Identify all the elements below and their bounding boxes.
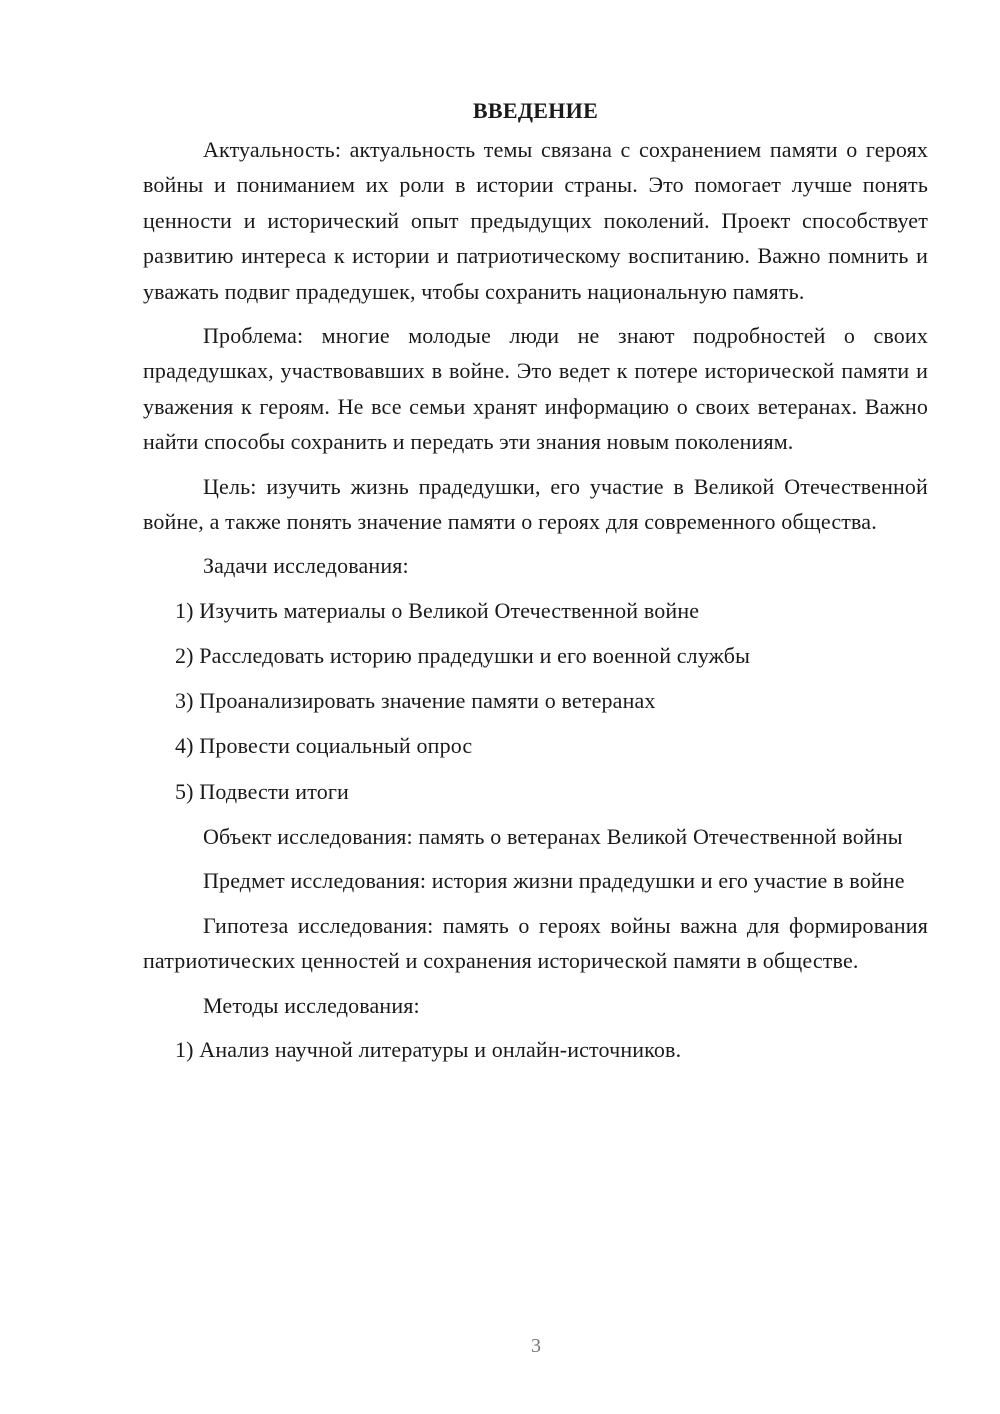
goal-paragraph: Цель: изучить жизнь прадедушки, его участие в Великой Отечественной войне, а также понять значение памяти о героях для современного общества. (143, 473, 928, 535)
list-item: 5) Подвести итоги (175, 778, 349, 804)
methods-heading: Методы исследования: (203, 992, 420, 1018)
list-item: 1) Анализ научной литературы и онлайн-источников. (175, 1036, 682, 1062)
page-number: 3 (531, 1335, 541, 1357)
document-page (143, 96, 928, 1077)
section-title: ВВЕДЕНИЕ (472, 98, 599, 123)
problem-paragraph: Проблема: многие молодые люди не знают подробностей о своих прадедушках, участвовавших в войне. Это ведет к потере исторической памяти и уважения к героям. Не все семьи хранят информацию о своих ветеранах. Важно найти способы сохранить и передать эти знания новым поколениям. (143, 323, 928, 455)
list-item: 1) Изучить материалы о Великой Отечественной войне (175, 597, 700, 623)
tasks-list (143, 593, 928, 809)
tasks-heading: Задачи исследования: (203, 553, 409, 579)
relevance-paragraph: Актуальность: актуальность темы связана с сохранением памяти о героях войны и пониманием их роли в истории страны. Это помогает лучше понять ценности и исторический опыт предыдущих поколений. Проект способствует развитию интереса к истории и патриотическому воспитанию. Важно помнить и уважать подвиг прадедушек, чтобы сохранить национальную память. (143, 137, 928, 304)
list-item: 3) Проанализировать значение памяти о ветеранах (175, 688, 656, 714)
object-paragraph: Объект исследования: память о ветеранах Великой Отечественной войны (203, 823, 903, 849)
methods-list (143, 1032, 928, 1067)
hypothesis-paragraph: Гипотеза исследования: память о героях войны важна для формирования патриотических ценностей и сохранения исторической памяти в обществе. (143, 912, 928, 974)
list-item: 2) Расследовать историю прадедушки и его военной службы (175, 643, 751, 669)
subject-paragraph: Предмет исследования: история жизни прадедушки и его участие в войне (203, 868, 905, 894)
list-item: 4) Провести социальный опрос (175, 733, 473, 759)
